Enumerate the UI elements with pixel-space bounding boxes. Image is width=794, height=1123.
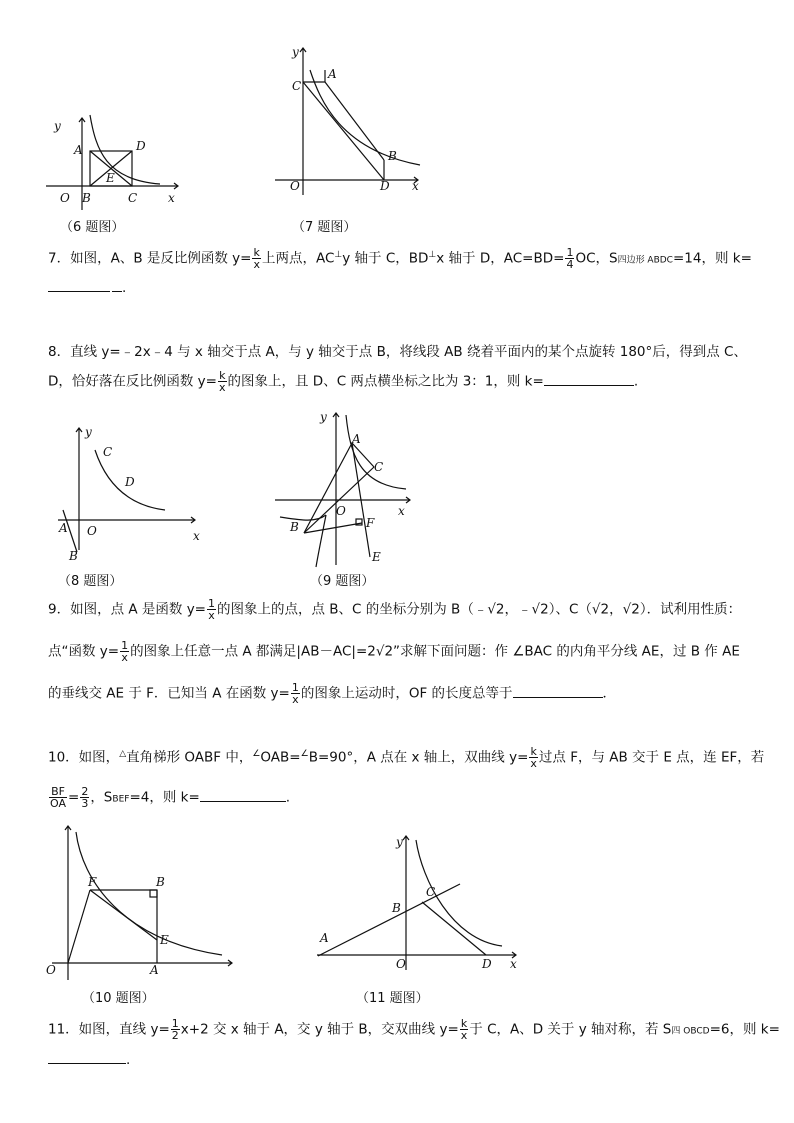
question-8-line-2: D，恰好落在反比例函数 y= $\frac{k}{x}$ 的图象上，且 D、C 两点横坐标之比为 3：1，则 k= . [48,369,639,394]
caption-fig9: （9 题图） [310,574,375,589]
answer-blank-8 [544,385,634,386]
fig6-D: D [136,139,146,153]
fig9-B: B [290,520,299,534]
figure-10 [42,820,242,985]
fig11-C: C [426,885,436,899]
fig6-y: y [54,119,61,133]
question-9-line-3: 的垂线交 AE 于 F．已知当 A 在函数 y= $\frac{1}{x}$ 的图象上运动时，OF 的长度总等于 ． [48,681,617,706]
fig7-x: x [412,179,419,193]
question-9-line-2: 点“函数 y= $\frac{1}{x}$ 的图象上任意一点 A 都满足|AB－AC|=2√2”求解下面问题：作 ∠BAC 的内角平分线 AE，过 B 作 AE [48,639,740,664]
fig10-F: F [88,875,97,889]
fig7-C: C [292,79,302,93]
fig6-A: A [74,143,83,157]
fig10-B: B [156,875,165,889]
fig8-O: O [87,524,97,538]
fig7-O: O [290,179,300,193]
fig11-B: B [392,901,401,915]
caption-fig7: （7 题图） [292,220,357,235]
figure-9 [270,405,420,570]
fig7-B: B [388,149,397,163]
fig9-O: O [336,504,346,518]
fig9-E: E [372,550,381,564]
figure-6 [40,110,190,215]
fig6-E: E [106,171,115,185]
caption-fig11: （11 题图） [356,991,429,1006]
fig11-x: x [510,957,517,971]
fig8-A: A [59,521,68,535]
question-8-line-1: 8．直线 y=﹣2x﹣4 与 x 轴交于点 A，与 y 轴交于点 B，将线段 AB 绕着平面内的某个点旋转 180°后，得到点 C、 [48,344,747,360]
fig11-D: D [482,957,492,971]
caption-fig6: （6 题图） [60,220,125,235]
answer-blank-7 [48,291,110,292]
fig6-x: x [168,191,175,205]
fig11-A: A [320,931,329,945]
answer-blank-10 [200,801,286,802]
figure-7 [270,40,430,200]
answer-blank-9 [513,697,603,698]
fig8-B: B [69,549,78,563]
fig9-A: A [352,432,361,446]
fig8-y: y [85,425,92,439]
fig11-y: y [396,835,403,849]
fig8-D: D [125,475,135,489]
question-7: 7．如图，A、B 是反比例函数 y= $\frac{k}{x}$ 上两点，AC⊥y 轴于 C，BD⊥x 轴于 D，AC=BD= $\frac{1}{4}$ OC，S四边形 ABDC=14，则 k= [48,246,752,271]
question-10-line-1: 10．如图，△直角梯形 OABF 中，∠OAB=∠B=90°，A 点在 x 轴上，双曲线 y= $\frac{k}{x}$ 过点 F，与 AB 交于 E 点，连 EF，若 [48,745,765,770]
question-11-line-1: 11．如图，直线 y= $\frac{1}{2}$ x+2 交 x 轴于 A，交 y 轴于 B，交双曲线 y= $\frac{k}{x}$ 于 C，A、D 关于 y 轴对称，若 S四 OBCD=6，则 k= [48,1017,780,1042]
fig8-x: x [193,529,200,543]
fig10-E: E [160,933,169,947]
figure-11 [312,830,527,978]
fig10-O: O [46,963,56,977]
fig9-C: C [374,460,384,474]
question-11-answer-line: . [48,1050,130,1070]
fig7-D: D [380,179,390,193]
figure-8 [55,420,205,565]
fig9-x: x [398,504,405,518]
fig8-C: C [103,445,113,459]
fig11-O: O [396,957,406,971]
question-7-answer-line: . [48,278,126,298]
fig10-A: A [150,963,159,977]
fig9-y: y [320,410,327,424]
question-9-line-1: 9．如图，点 A 是函数 y= $\frac{1}{x}$ 的图象上的点，点 B、C 的坐标分别为 B（﹣√2，﹣√2）、C（√2，√2）．试利用性质： [48,597,742,622]
caption-fig8: （8 题图） [58,574,123,589]
question-10-line-2: $\frac{BF}{OA}$ = $\frac{2}{3}$ ，SBEF=4，则 k= . [50,785,291,810]
caption-fig10: （10 题图） [82,991,155,1006]
fig7-y: y [292,45,299,59]
fig6-B: B [82,191,91,205]
fig6-O: O [60,191,70,205]
fig6-C: C [128,191,138,205]
fig7-A: A [328,67,337,81]
fig9-F: F [366,516,375,530]
answer-blank-11 [48,1063,126,1064]
